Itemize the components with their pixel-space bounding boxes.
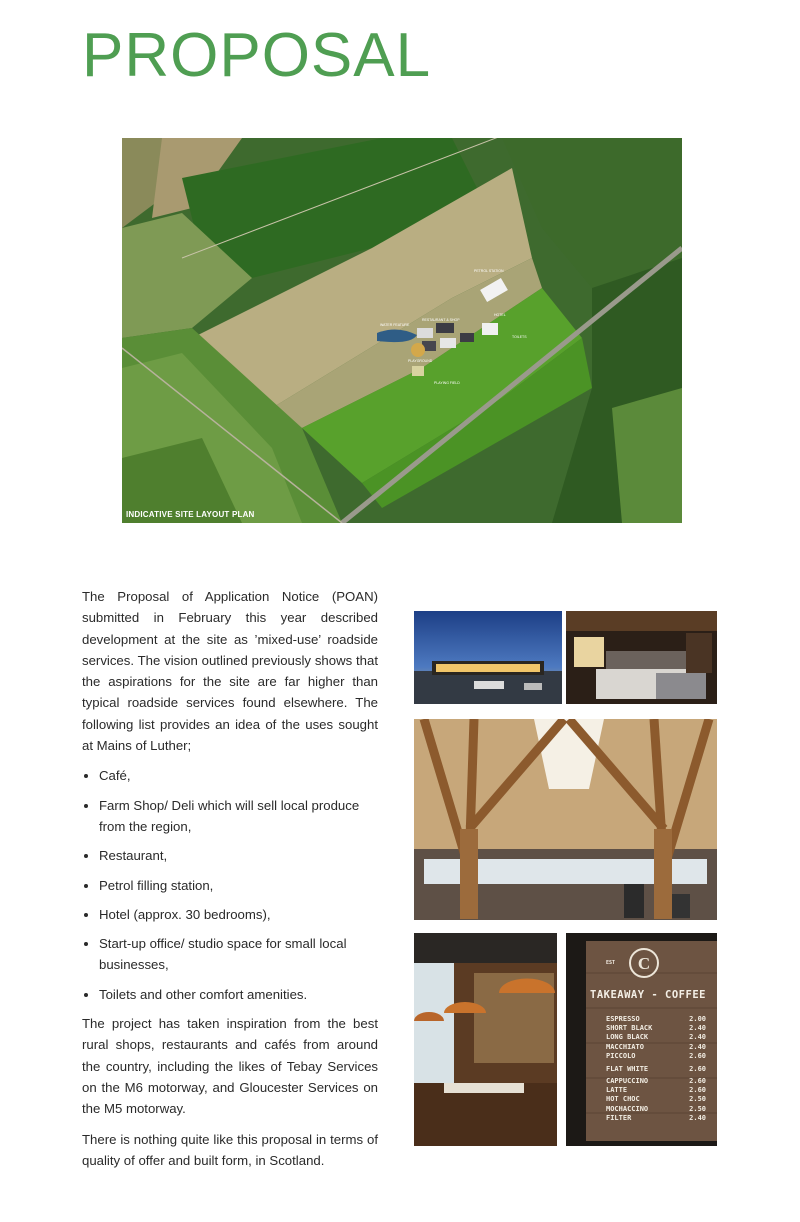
map-label-toilets: TOILETS	[512, 335, 527, 339]
sign-menu-item: HOT CHOC	[606, 1095, 640, 1104]
sign-menu-price: 2.40	[689, 1024, 706, 1033]
sign-menu-item: MOCHACCINO	[606, 1104, 649, 1113]
list-item: • Petrol filling station,	[99, 875, 378, 896]
list-item: • Hotel (approx. 30 bedrooms),	[99, 904, 378, 925]
sign-menu-price: 2.40	[689, 1113, 706, 1122]
map-label-playground: PLAYGROUND	[408, 359, 433, 363]
sign-menu-item: ESPRESSO	[606, 1015, 640, 1023]
sign-menu-price: 2.40	[689, 1042, 706, 1051]
sign-menu-item: LATTE	[606, 1086, 628, 1095]
aerial-map-graphic	[122, 138, 682, 523]
intro-paragraph: The Proposal of Application Notice (POAN) submitted in February this year described development at the site as ’mixed-use’ roadside services. The vision outlined previously shows that the aspirations for the site are far higher than typical roadside services found elsewhere. The following list provides an idea of the uses sought at Mains of Luther;	[82, 589, 378, 754]
cafe-interior-photo	[414, 933, 557, 1146]
sign-menu-item: CAPPUCCINO	[606, 1077, 649, 1086]
sign-est-label: EST	[606, 960, 616, 966]
sign-menu-item: PICCOLO	[606, 1051, 636, 1060]
sign-menu-price: 2.60	[689, 1077, 706, 1086]
sign-menu-row	[606, 1077, 706, 1086]
svg-text:C: C	[637, 954, 651, 973]
sign-menu-price: 2.00	[689, 1015, 706, 1023]
sign-menu-price: 2.60	[689, 1065, 706, 1074]
sign-menu-row	[606, 1043, 706, 1052]
page-title: PROPOSAL	[82, 21, 432, 90]
sign-menu-row	[606, 1061, 706, 1077]
sign-menu-item: LONG BLACK	[606, 1033, 649, 1042]
aerial-caption: INDICATIVE SITE LAYOUT PLAN	[126, 510, 255, 519]
exterior-dusk-photo	[414, 611, 562, 704]
sign-menu-row	[606, 1105, 706, 1114]
sign-menu-item: SHORT BLACK	[606, 1024, 653, 1033]
timber-interior-photo	[414, 719, 717, 920]
map-label-restaurant: RESTAURANT & SHOP	[422, 318, 460, 322]
sign-menu-item: MACCHIATO	[606, 1042, 644, 1051]
list-item: • Café,	[99, 765, 378, 786]
sign-menu-item: FLAT WHITE	[606, 1065, 649, 1074]
hotel-room-photo	[566, 611, 717, 704]
sign-menu-item: FILTER	[606, 1113, 632, 1122]
body-text-column	[82, 586, 378, 1180]
inspiration-paragraph: The project has taken inspiration from the best rural shops, restaurants and cafés from around the country, including the likes of Tebay Services on the M6 motorway, and Gloucester Services on the M5 motorway.	[82, 1016, 378, 1117]
map-label-field: PLAYING FIELD	[434, 381, 460, 385]
map-label-water: WATER FEATURE	[380, 323, 410, 327]
list-item: • Farm Shop/ Deli which will sell local produce from the region,	[99, 795, 378, 838]
list-item: • Toilets and other comfort amenities.	[99, 984, 378, 1005]
aerial-site-plan-image	[122, 138, 682, 523]
sign-menu-row	[606, 1015, 706, 1024]
sign-menu-price: 2.40	[689, 1033, 706, 1042]
list-item: • Start-up office/ studio space for small local businesses,	[99, 933, 378, 976]
sign-menu-row	[606, 1033, 706, 1042]
list-item: • Restaurant,	[99, 845, 378, 866]
closing-paragraph: There is nothing quite like this proposal in terms of quality of offer and built form, in Scotland.	[82, 1131, 378, 1168]
sign-menu-price: 2.50	[689, 1104, 706, 1113]
sign-menu-row	[606, 1114, 706, 1123]
map-label-hotel: HOTEL	[494, 313, 506, 317]
sign-menu	[606, 1015, 706, 1123]
sign-menu-price: 2.60	[689, 1086, 706, 1095]
sign-menu-price: 2.50	[689, 1095, 706, 1104]
sign-heading: TAKEAWAY - COFFEE	[590, 989, 706, 1001]
sign-menu-row	[606, 1024, 706, 1033]
coffee-sign-photo	[566, 933, 717, 1146]
sign-menu-row	[606, 1052, 706, 1061]
uses-list	[82, 765, 378, 1005]
sign-menu-price: 2.60	[689, 1051, 706, 1060]
sign-menu-row	[606, 1095, 706, 1104]
map-label-petrol: PETROL STATION	[474, 269, 504, 273]
sign-menu-row	[606, 1086, 706, 1095]
